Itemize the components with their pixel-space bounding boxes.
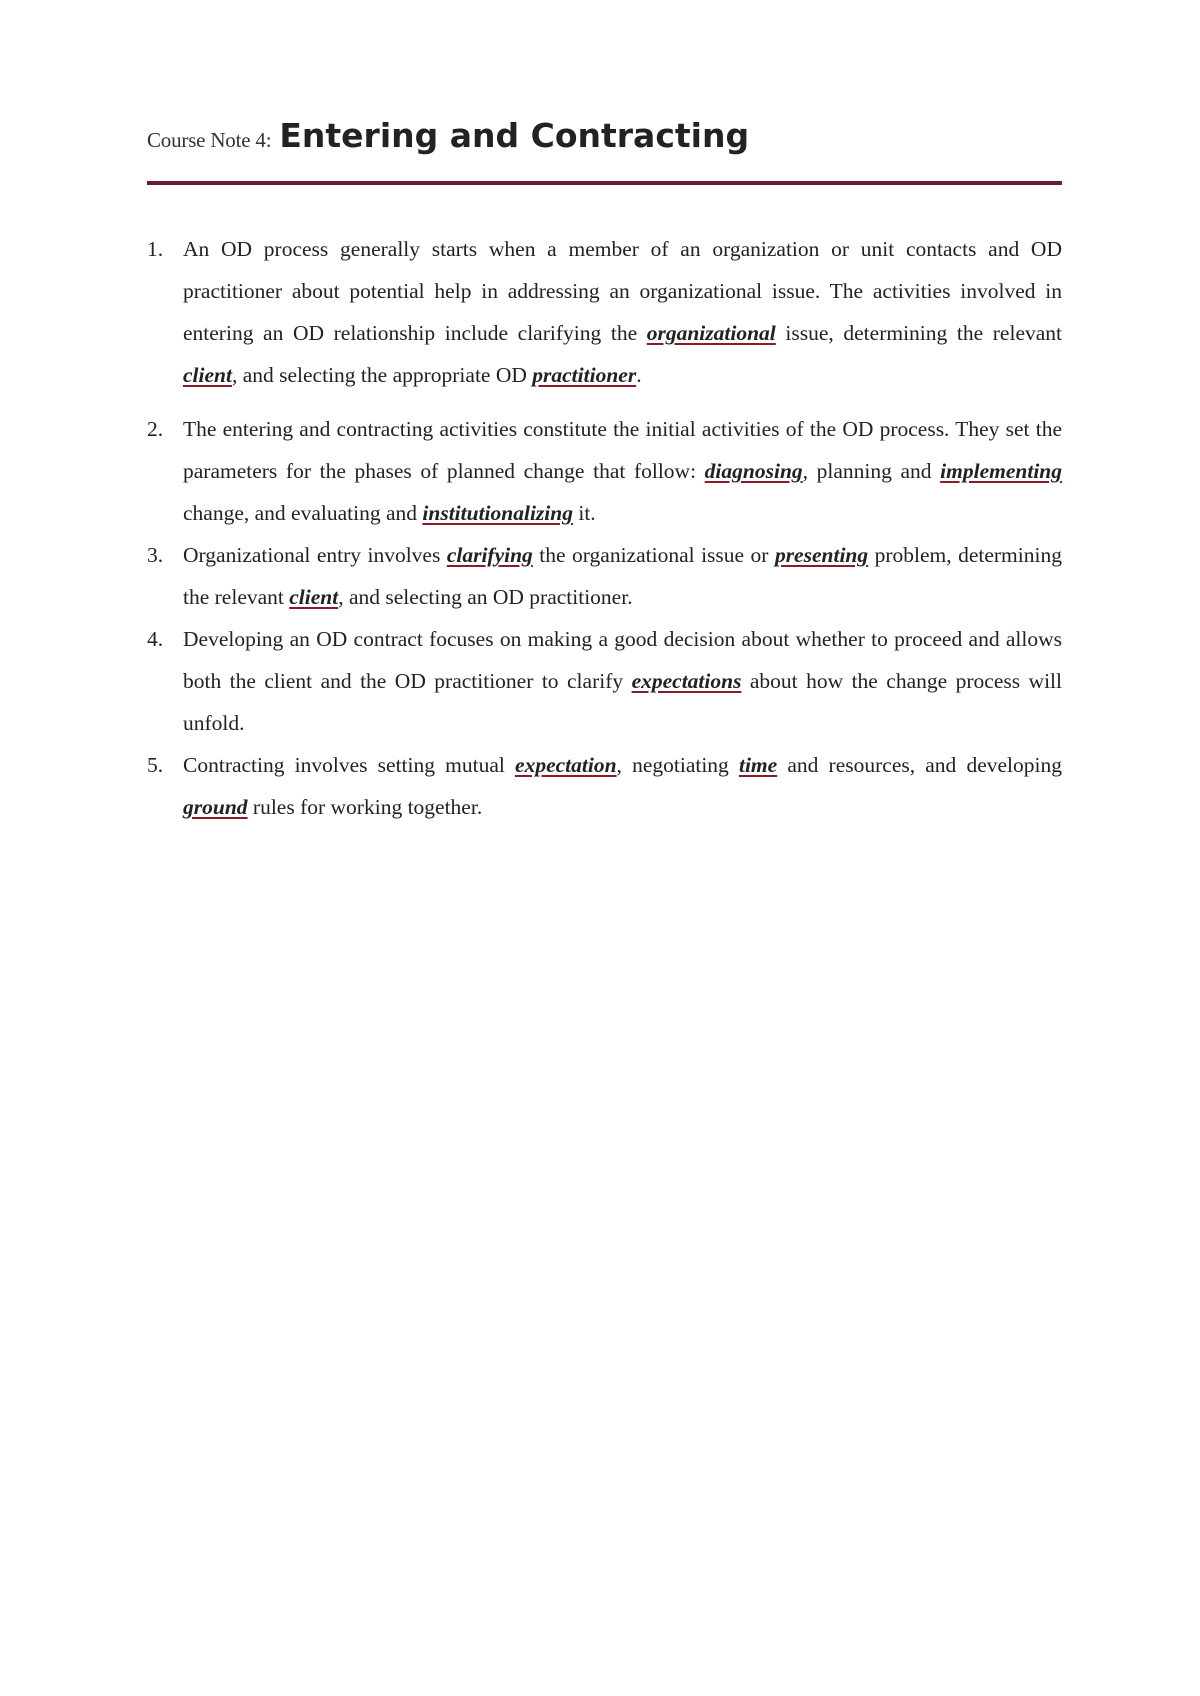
note-number: 4. — [147, 627, 164, 651]
note-number: 1. — [147, 237, 164, 261]
course-note-title: Entering and Contracting — [279, 116, 750, 155]
note-text: , planning and — [802, 459, 941, 483]
note-item-5 — [147, 744, 1062, 828]
note-item-4 — [147, 618, 1062, 744]
course-note-label: Course Note 4: — [147, 128, 272, 152]
note-text: and resources, and developing — [777, 753, 1062, 777]
keyword: clarifying — [446, 543, 533, 567]
note-text: change, and evaluating and — [183, 501, 423, 525]
keyword: organizational — [646, 321, 776, 345]
keyword: client — [183, 363, 232, 387]
note-number: 3. — [147, 543, 164, 567]
keyword: implementing — [940, 459, 1062, 483]
note-text: , and selecting the appropriate OD — [231, 363, 533, 387]
keyword: client — [289, 585, 339, 609]
note-text: , and selecting an OD practitioner. — [338, 585, 633, 609]
note-text: An OD process generally starts when a member of an organization or unit contacts and OD practitioner about potential help in addressing an organizational issue. The activities involved in entering an OD relationship include clarifying the — [183, 237, 1062, 345]
keyword: expectation — [515, 753, 617, 777]
keyword: time — [738, 753, 778, 777]
keyword: expectations — [631, 669, 742, 693]
note-text: Organizational entry involves — [183, 543, 447, 567]
note-text: the organizational issue or — [532, 543, 775, 567]
note-item-3 — [147, 534, 1062, 618]
keyword: practitioner — [532, 363, 637, 387]
keyword: ground — [183, 795, 248, 819]
note-text: it. — [572, 501, 596, 525]
note-text: , negotiating — [616, 753, 739, 777]
keyword: presenting — [774, 543, 869, 567]
page-header — [147, 116, 1062, 155]
keyword: institutionalizing — [422, 501, 573, 525]
header-divider — [147, 181, 1062, 185]
note-item-2 — [147, 408, 1062, 534]
note-text: . — [636, 363, 642, 387]
note-text: about how the change process will unfold. — [183, 669, 1062, 735]
note-item-1 — [147, 228, 1062, 396]
keyword: diagnosing — [704, 459, 803, 483]
note-text: rules for working together. — [247, 795, 483, 819]
notes-list — [147, 228, 1062, 828]
note-text: problem, determining the relevant — [183, 543, 1062, 609]
note-text: Developing an OD contract focuses on making a good decision about whether to proceed and allows both the client and the OD practitioner to clarify — [183, 627, 1062, 693]
note-text: issue, determining the relevant — [775, 321, 1063, 345]
note-number: 2. — [147, 417, 164, 441]
note-number: 5. — [147, 753, 164, 777]
note-text: Contracting involves setting mutual — [183, 753, 516, 777]
note-text: The entering and contracting activities constitute the initial activities of the OD process. They set the parameters for the phases of planned change that follow: — [183, 417, 1062, 483]
